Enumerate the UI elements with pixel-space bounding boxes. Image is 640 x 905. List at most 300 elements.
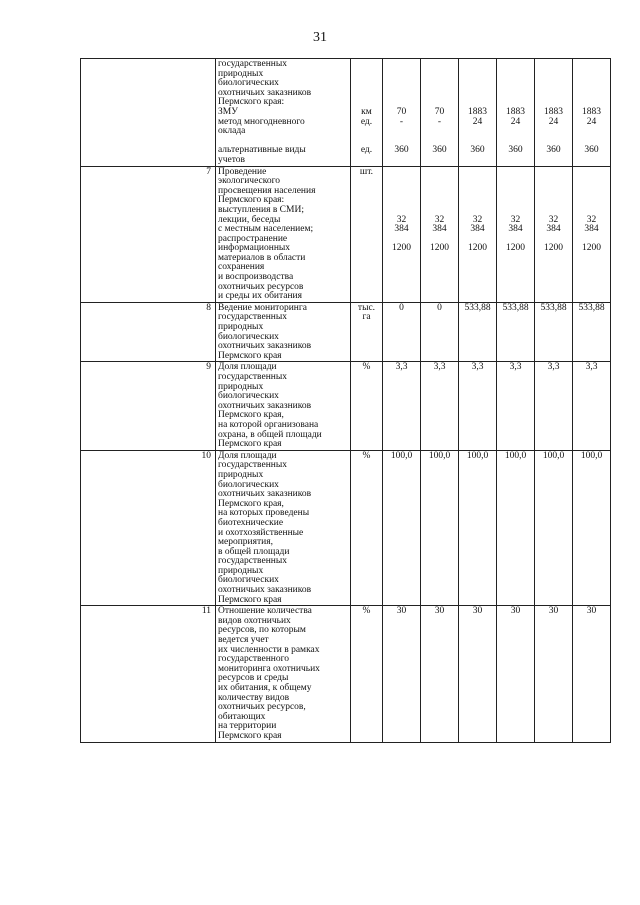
description-line: Пермского края (218, 350, 282, 361)
indicator-description (216, 59, 351, 167)
unit-line (351, 273, 382, 283)
value-line (459, 283, 496, 293)
description-line: учетов (218, 154, 246, 165)
value-line: 360 (432, 145, 447, 156)
value-line: 100,0 (428, 450, 451, 461)
unit-line: ед. (360, 145, 373, 156)
value-line: 1200 (544, 243, 563, 254)
value-cell (535, 166, 573, 302)
value-line: 384 (546, 224, 561, 235)
value-line (459, 127, 496, 137)
value-line (573, 273, 610, 283)
value-line: 3,3 (585, 362, 598, 373)
value-cell (383, 302, 421, 362)
value-line (421, 89, 458, 99)
value-line: 3,3 (433, 362, 446, 373)
value-line (383, 60, 420, 70)
value-line (535, 292, 572, 302)
unit-line (351, 713, 382, 723)
value-cell (421, 59, 459, 167)
unit-line: тыс. (357, 302, 376, 313)
value-line: 100,0 (390, 450, 413, 461)
unit-line (351, 471, 382, 481)
value-line: 1883 (506, 106, 525, 117)
description-line: обитающих (218, 711, 266, 722)
description-line: охотничьих заказников (218, 87, 312, 98)
value-line (383, 273, 420, 283)
indicator-description (216, 166, 351, 302)
unit-line (351, 509, 382, 519)
indicator-description (216, 302, 351, 362)
value-line: 0 (399, 302, 404, 313)
value-line (383, 70, 420, 80)
value-line (421, 292, 458, 302)
value-line (459, 273, 496, 283)
description-line: охотничьих заказников (218, 400, 312, 411)
value-line (573, 70, 610, 80)
value-line: 384 (508, 224, 523, 235)
value-cell (383, 166, 421, 302)
description-line: просвещения населения (218, 185, 316, 196)
description-line: Пермского края (218, 439, 282, 450)
value-line (459, 168, 496, 178)
value-cell (421, 302, 459, 362)
table-row (81, 59, 611, 167)
value-line (383, 89, 420, 99)
value-cell (497, 166, 535, 302)
value-cell (383, 59, 421, 167)
description-line: биологических (218, 391, 279, 402)
description-line: ведется учет (218, 635, 269, 646)
value-line: 24 (586, 116, 597, 127)
description-line: охотничьих ресурсов (218, 281, 304, 292)
value-cell (573, 59, 611, 167)
value-line (383, 254, 420, 264)
value-line (459, 196, 496, 206)
value-line (535, 156, 572, 166)
unit-line: ед. (360, 116, 373, 127)
value-line: 384 (432, 224, 447, 235)
description-line: количеству видов (218, 692, 290, 703)
value-line (497, 79, 534, 89)
description-line: на территории (218, 721, 277, 732)
value-line (573, 177, 610, 187)
unit-line (351, 586, 382, 596)
unit-line (351, 519, 382, 529)
unit-line (351, 576, 382, 586)
value-line: 100,0 (466, 450, 489, 461)
unit-line (351, 722, 382, 732)
description-line: материалов в области (218, 252, 306, 263)
description-line: биологических (218, 78, 279, 89)
value-line (459, 156, 496, 166)
unit-line (351, 567, 382, 577)
value-line (573, 156, 610, 166)
value-line (535, 254, 572, 264)
description-line: государственных (218, 556, 288, 567)
value-line (421, 283, 458, 293)
unit-line (351, 244, 382, 254)
value-line (573, 168, 610, 178)
value-line (421, 187, 458, 197)
row-number: 9 (81, 362, 216, 450)
value-line (383, 168, 420, 178)
row-number (81, 59, 216, 167)
value-line: 533,88 (578, 302, 605, 313)
unit-line (351, 548, 382, 558)
value-line (497, 187, 534, 197)
description-line: их численности в рамках (218, 644, 320, 655)
value-line (421, 168, 458, 178)
value-line: 30 (586, 606, 597, 617)
unit-line (351, 373, 382, 383)
unit-line (351, 694, 382, 704)
description-line: охотничьих ресурсов, (218, 702, 306, 713)
description-line: мониторинга охотничьих (218, 663, 320, 674)
unit-line (351, 617, 382, 627)
value-line (535, 60, 572, 70)
unit-line (351, 263, 382, 273)
description-line: на которой организована (218, 419, 319, 430)
unit-line (351, 500, 382, 510)
unit-line (351, 538, 382, 548)
unit-line (351, 674, 382, 684)
value-line (459, 187, 496, 197)
value-line: 30 (548, 606, 559, 617)
unit-line (351, 646, 382, 656)
table-row (81, 606, 611, 742)
unit-line (351, 187, 382, 197)
value-line (459, 60, 496, 70)
value-cell (573, 450, 611, 606)
value-cell (573, 166, 611, 302)
value-line: 32 (548, 214, 559, 225)
value-line: 1883 (582, 106, 601, 117)
unit-line (351, 626, 382, 636)
description-line: информационных (218, 243, 291, 254)
value-line (459, 89, 496, 99)
value-cell (535, 302, 573, 362)
value-line (497, 263, 534, 273)
value-line: 30 (396, 606, 407, 617)
value-line: 1883 (544, 106, 563, 117)
value-line (535, 89, 572, 99)
value-cell (459, 302, 497, 362)
value-line: 533,88 (540, 302, 567, 313)
unit-cell (351, 166, 383, 302)
value-line: 3,3 (547, 362, 560, 373)
description-line: природных (218, 322, 264, 333)
unit-line (351, 235, 382, 245)
unit-line (351, 636, 382, 646)
description-line: распространение (218, 233, 288, 244)
value-line (459, 177, 496, 187)
unit-line (351, 596, 382, 606)
value-line: 360 (508, 145, 523, 156)
description-line: Пермского края (218, 730, 282, 741)
value-line (421, 70, 458, 80)
value-cell (421, 166, 459, 302)
unit-line (351, 440, 382, 450)
description-line: мероприятия, (218, 537, 273, 548)
value-line (573, 292, 610, 302)
value-line (497, 156, 534, 166)
unit-line (351, 177, 382, 187)
unit-line (351, 216, 382, 226)
value-line: 360 (470, 145, 485, 156)
value-cell (535, 450, 573, 606)
unit-line (351, 79, 382, 89)
row-number: 11 (81, 606, 216, 742)
unit-line (351, 342, 382, 352)
value-line: 32 (434, 214, 445, 225)
description-line: метод многодневного (218, 116, 305, 127)
description-line: Пермского края: (218, 195, 285, 206)
description-line: с местным населением; (218, 224, 314, 235)
value-line: 1200 (468, 243, 487, 254)
value-cell (421, 606, 459, 742)
description-line: природных (218, 565, 264, 576)
description-line: государственного (218, 654, 290, 665)
unit-line (351, 206, 382, 216)
value-line: 100,0 (580, 450, 603, 461)
value-line: 32 (586, 214, 597, 225)
description-line: биотехнические (218, 517, 284, 528)
description-line: государственных (218, 460, 288, 471)
description-line: биологических (218, 479, 279, 490)
description-line: экологического (218, 176, 281, 187)
unit-line: шт. (359, 166, 374, 177)
description-line: охотничьих заказников (218, 489, 312, 500)
description-line: и воспроизводства (218, 272, 294, 283)
value-cell (573, 606, 611, 742)
value-line (421, 263, 458, 273)
unit-line (351, 481, 382, 491)
value-line (535, 177, 572, 187)
value-cell (383, 450, 421, 606)
unit-line: км (361, 106, 372, 117)
value-line (497, 273, 534, 283)
value-line: 0 (437, 302, 442, 313)
value-line: 384 (470, 224, 485, 235)
value-line (383, 156, 420, 166)
value-line (459, 254, 496, 264)
value-line (383, 177, 420, 187)
unit-line (351, 333, 382, 343)
description-line: их обитания, к общему (218, 683, 312, 693)
value-line (535, 196, 572, 206)
table-row (81, 302, 611, 362)
value-cell (573, 362, 611, 450)
value-cell (459, 450, 497, 606)
value-line (497, 254, 534, 264)
unit-line (351, 196, 382, 206)
value-line: 100,0 (542, 450, 565, 461)
value-cell (421, 362, 459, 450)
value-line: 30 (472, 606, 483, 617)
unit-line (351, 283, 382, 293)
value-line (535, 283, 572, 293)
value-line (497, 60, 534, 70)
unit-line (351, 392, 382, 402)
value-line: 3,3 (395, 362, 408, 373)
value-line (497, 283, 534, 293)
value-line (421, 177, 458, 187)
value-line (383, 292, 420, 302)
unit-line (351, 655, 382, 665)
value-line: 360 (584, 145, 599, 156)
description-line: сохранения (218, 262, 265, 273)
description-line: охотничьих заказников (218, 341, 312, 352)
value-line (421, 79, 458, 89)
unit-line (351, 431, 382, 441)
value-line (497, 168, 534, 178)
value-cell (459, 59, 497, 167)
value-cell (535, 362, 573, 450)
description-line: и среды их обитания (218, 291, 303, 302)
value-line (535, 70, 572, 80)
description-line: Пермского края: (218, 97, 285, 108)
value-line: - (399, 116, 404, 127)
value-cell (459, 606, 497, 742)
value-line: 384 (394, 224, 409, 235)
value-line (497, 292, 534, 302)
value-line (535, 187, 572, 197)
unit-line (351, 60, 382, 70)
value-line: 30 (434, 606, 445, 617)
value-cell (573, 302, 611, 362)
value-line (459, 79, 496, 89)
value-cell (535, 59, 573, 167)
value-line (535, 263, 572, 273)
value-line: - (437, 116, 442, 127)
value-line (421, 60, 458, 70)
description-line: оклада (218, 126, 246, 137)
unit-line (351, 225, 382, 235)
indicator-description (216, 606, 351, 742)
description-line: Пермского края, (218, 410, 284, 421)
value-cell (459, 362, 497, 450)
value-line (383, 196, 420, 206)
table-row (81, 166, 611, 302)
description-line: видов охотничьих (218, 615, 291, 626)
value-line (421, 127, 458, 137)
value-line: 1200 (582, 243, 601, 254)
description-line: в общей площади (218, 546, 290, 557)
indicators-table (80, 58, 611, 743)
description-line: государственных (218, 59, 288, 69)
value-line: 360 (546, 145, 561, 156)
value-cell (497, 59, 535, 167)
value-cell (421, 450, 459, 606)
row-number: 7 (81, 166, 216, 302)
value-line (497, 70, 534, 80)
value-line: 32 (510, 214, 521, 225)
unit-line (351, 703, 382, 713)
unit-line (351, 383, 382, 393)
value-line (573, 283, 610, 293)
row-number: 10 (81, 450, 216, 606)
description-line: лекции, беседы (218, 214, 281, 225)
value-line (421, 273, 458, 283)
description-line: охрана, в общей площади (218, 429, 322, 440)
value-line (535, 79, 572, 89)
table-row (81, 362, 611, 450)
value-cell (497, 302, 535, 362)
unit-line (351, 352, 382, 362)
value-line (573, 187, 610, 197)
value-cell (459, 166, 497, 302)
value-line: 384 (584, 224, 599, 235)
value-line (459, 292, 496, 302)
unit-line (351, 323, 382, 333)
description-line: ресурсов, по которым (218, 625, 306, 636)
unit-line (351, 127, 382, 137)
value-line (535, 127, 572, 137)
value-line: 24 (472, 116, 483, 127)
description-line: ресурсов и среды (218, 673, 289, 684)
description-line: государственных (218, 372, 288, 382)
indicator-description (216, 450, 351, 606)
unit-line (351, 254, 382, 264)
value-line (535, 273, 572, 283)
unit-line: га (362, 312, 371, 323)
value-line (497, 196, 534, 206)
value-cell (383, 362, 421, 450)
description-line: природных (218, 469, 264, 480)
unit-line (351, 557, 382, 567)
description-line: ЗМУ (218, 106, 238, 117)
value-line (573, 89, 610, 99)
value-line: 1200 (506, 243, 525, 254)
unit-line (351, 89, 382, 99)
value-line: 533,88 (464, 302, 491, 313)
value-line: 24 (510, 116, 521, 127)
unit-cell (351, 362, 383, 450)
value-line (573, 263, 610, 273)
unit-line: % (362, 606, 371, 617)
value-line (421, 196, 458, 206)
unit-line (351, 156, 382, 166)
description-line: природных (218, 381, 264, 392)
unit-line (351, 292, 382, 302)
value-line (459, 263, 496, 273)
value-line (573, 79, 610, 89)
value-line: 30 (510, 606, 521, 617)
page-number: 31 (313, 30, 327, 45)
description-line: Отношение количества (218, 606, 312, 617)
value-line: 24 (548, 116, 559, 127)
unit-line (351, 529, 382, 539)
value-line (573, 127, 610, 137)
value-line: 1200 (430, 243, 449, 254)
unit-line (351, 402, 382, 412)
description-line: Доля площади (218, 450, 277, 461)
value-line: 100,0 (504, 450, 527, 461)
value-cell (497, 362, 535, 450)
unit-cell (351, 302, 383, 362)
value-line (383, 79, 420, 89)
description-line: выступления в СМИ; (218, 204, 304, 215)
unit-line (351, 421, 382, 431)
value-line (497, 127, 534, 137)
unit-line (351, 70, 382, 80)
unit-line: % (362, 362, 371, 373)
value-line (497, 177, 534, 187)
row-number: 8 (81, 302, 216, 362)
value-line: 360 (394, 145, 409, 156)
value-line: 70 (396, 106, 407, 117)
